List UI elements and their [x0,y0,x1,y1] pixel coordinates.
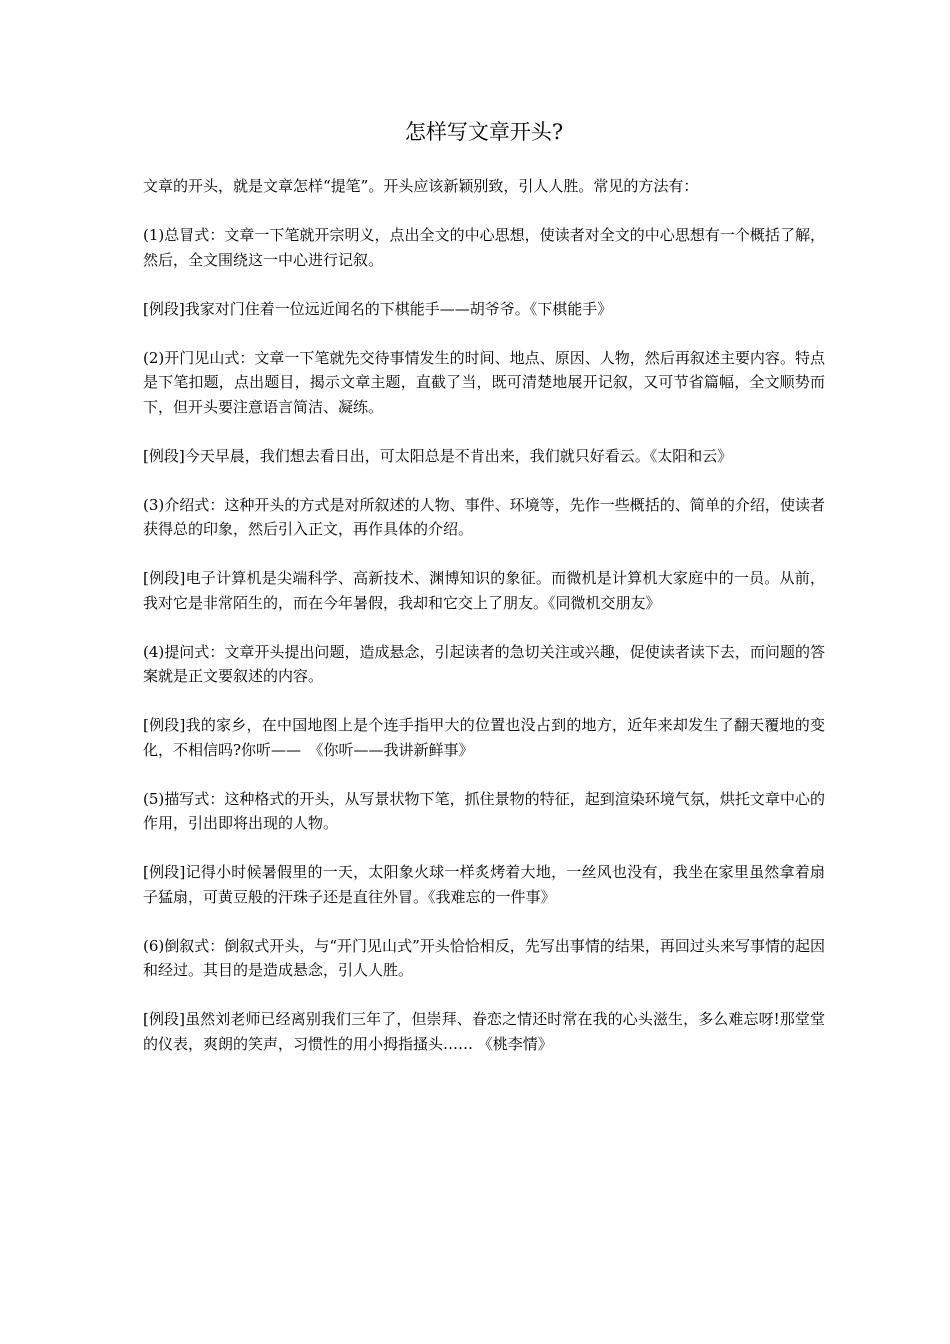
method-3-paragraph: (3)介绍式：这种开头的方式是对所叙述的人物、事件、环境等，先作一些概括的、简单的介绍，使读者获得总的印象，然后引入正文，再作具体的介绍。 [143,495,825,538]
document-title: 怎样写文章开头? [404,120,564,144]
example-5-paragraph: [例段]记得小时候暑假里的一天，太阳象火球一样炙烤着大地，一丝风也没有，我坐在家里虽然拿着扇子猛扇，可黄豆般的汗珠子还是直往外冒。《我难忘的一件事》 [143,863,825,906]
method-5-paragraph: (5)描写式：这种格式的开头，从写景状物下笔，抓住景物的特征，起到渲染环境气氛，烘托文章中心的作用，引出即将出现的人物。 [143,789,825,832]
example-3-paragraph: [例段]电子计算机是尖端科学、高新技术、渊博知识的象征。而微机是计算机大家庭中的一员。从前，我对它是非常陌生的，而在今年暑假，我却和它交上了朋友。《同微机交朋友》 [143,569,825,612]
method-2-paragraph: (2)开门见山式：文章一下笔就先交待事情发生的时间、地点、原因、人物，然后再叙述主要内容。特点是下笔扣题，点出题目，揭示文章主题，直截了当，既可清楚地展开记叙，又可节省篇幅，全文顺势而下，但开头要注意语言简洁、凝练。 [143,348,825,416]
method-4-paragraph: (4)提问式：文章开头提出问题，造成悬念，引起读者的急切关注或兴趣，促使读者读下去，而问题的答案就是正文要叙述的内容。 [143,642,825,685]
example-4-paragraph: [例段]我的家乡，在中国地图上是个连手指甲大的位置也没占到的地方，近年来却发生了翻天覆地的变化，不相信吗?你听—— 《你听——我讲新鲜事》 [143,716,825,759]
example-6-paragraph: [例段]虽然刘老师已经离别我们三年了，但崇拜、眷恋之情还时常在我的心头滋生，多么难忘呀!那堂堂的仪表，爽朗的笑声，习惯性的用小拇指搔头…… 《桃李情》 [143,1010,825,1053]
intro-paragraph: 文章的开头，就是文章怎样“提笔”。开头应该新颖别致，引人人胜。常见的方法有： [143,177,699,195]
method-1-paragraph: (1)总冒式：文章一下笔就开宗明义，点出全文的中心思想，使读者对全文的中心思想有一个概括了解，然后，全文围绕这一中心进行记叙。 [143,226,825,269]
example-2-paragraph: [例段]今天早晨，我们想去看日出，可太阳总是不肯出来，我们就只好看云。《太阳和云》 [143,446,733,465]
example-1-paragraph: [例段]我家对门住着一位远近闻名的下棋能手——胡爷爷。《下棋能手》 [143,299,613,318]
method-6-paragraph: (6)倒叙式：倒叙式开头，与“开门见山式”开头恰恰相反，先写出事情的结果，再回过头来写事情的起因和经过。其目的是造成悬念，引人人胜。 [143,936,825,979]
document-page [143,118,825,1081]
